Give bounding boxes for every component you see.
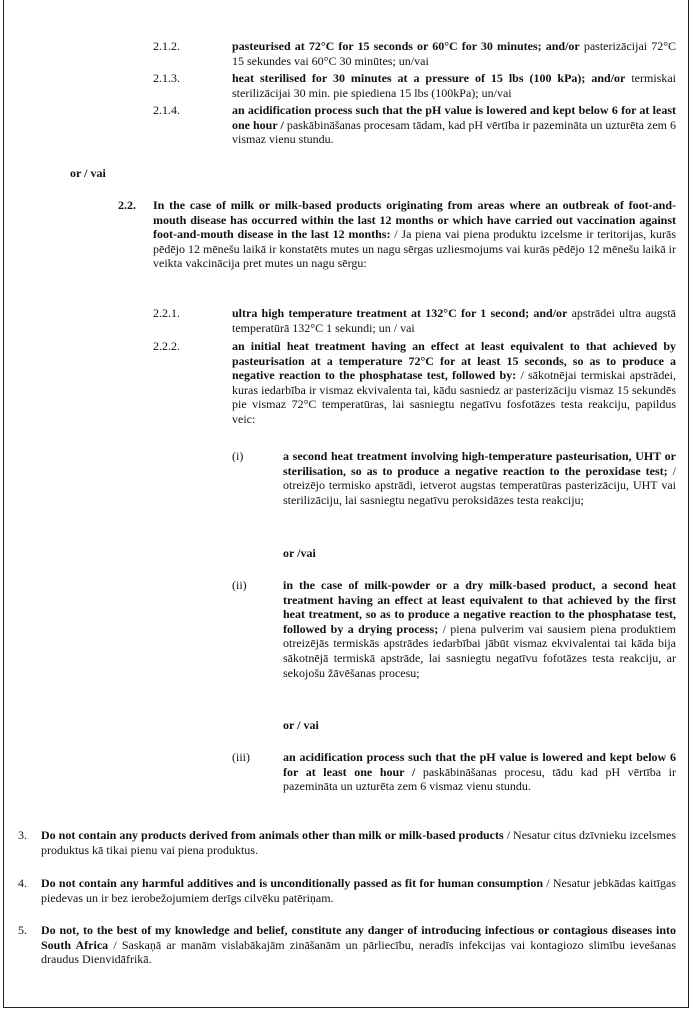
clause-text-lv: / Ja piena vai piena produktu izcelsme ir teritorijas, kurās pēdējo 12 mēnešu laikā ir konstatēts mutes un nagu sērgas uzliesmojums vai kurās pēdējo 12 mēnešu laikā ir veikta vakcinācija pret mutes un nagu sērgu:	[153, 227, 677, 271]
subclause-ii	[283, 578, 676, 680]
clause-text-lv: apstrādei ultra augstā temperatūrā 132°C 1 sekundi; un / vai	[232, 306, 677, 335]
item-number: 3.	[18, 828, 27, 842]
clause-2-1-4	[232, 103, 676, 147]
clause-text-lv: / Saskaņā ar manām vislabākajām zināšanām un pārliecību, neradīs infekcijas vai kontagiozo slimību ievešanas draudus Dienvidāfrikā.	[41, 937, 676, 967]
clause-text-en: pasteurised at 72°C for 15 seconds or 60°C for 30 minutes; and/or	[232, 39, 580, 53]
clause-text-lv: paskābināšanas procesu, tādu kad pH vērtība ir pazemināta un uzturēta zem 6 vismaz vienu stundu.	[283, 764, 677, 794]
subclause-number: (iii)	[232, 750, 250, 764]
or-separator: or /vai	[283, 546, 316, 560]
item-number: 5.	[18, 923, 27, 937]
clause-text-en: a second heat treatment involving high-temperature pasteurisation, UHT or sterilisation, so as to produce a negative reaction to the peroxidase test;	[283, 449, 676, 478]
item-3	[41, 828, 676, 857]
clause-text-en: heat sterilised for 30 minutes at a pressure of 15 lbs (100 kPa); and/or	[232, 71, 626, 85]
clause-number: 2.2.2.	[153, 339, 180, 353]
item-4	[41, 876, 676, 905]
clause-2-2	[153, 198, 676, 271]
clause-text-lv: paskābināšanas procesam tādam, kad pH vērtība ir pazemināta un uzturēta zem 6 vismaz vienu stundu.	[232, 117, 676, 147]
clause-text-lv: / Nesatur jebkādas kaitīgas piedevas un ir bez ierobežojumiem derīgs cilvēku patēriņam.	[41, 876, 676, 905]
clause-number: 2.1.4.	[153, 103, 180, 117]
clause-text-en: In the case of milk or milk-based products originating from areas where an outbreak of foot-and-mouth disease has occurred within the last 12 months or which have carried out vaccination against foot-and-mouth disease in the last 12 months:	[153, 198, 676, 242]
item-number: 4.	[18, 876, 27, 890]
clause-text-lv: termiskai sterilizācijai 30 min. pie spiediena 15 lbs (100kPa); un/vai	[232, 71, 676, 100]
clause-number: 2.1.3.	[153, 71, 180, 85]
clause-text-lv: / otreizējo termisko apstrādi, ietverot augstas temperatūras pasterizāciju, UHT vai sterilizāciju, lai sasniegtu negatīvu peroksidāzes testa reakciju;	[283, 463, 677, 507]
clause-text-lv: pasterizācijai 72°C 15 sekundes vai 60°C 30 minūtes; un/vai	[232, 39, 676, 68]
clause-text-en: Do not contain any harmful additives and is unconditionally passed as fit for human consumption	[41, 876, 544, 890]
item-5	[41, 923, 676, 967]
clause-2-1-2	[232, 39, 676, 68]
subclause-iii	[283, 750, 676, 794]
subclause-number: (ii)	[232, 578, 247, 592]
subclause-i	[283, 449, 676, 507]
subclause-number: (i)	[232, 449, 244, 463]
or-separator: or / vai	[70, 166, 106, 180]
clause-2-1-3	[232, 71, 676, 100]
clause-text-lv: / Nesatur citus dzīvnieku izcelsmes produktus kā tikai pienu vai piena produktus.	[41, 828, 676, 857]
clause-text-en: in the case of milk-powder or a dry milk-based product, a second heat treatment having an effect at least equivalent to that achieved by the first heat treatment, so as to produce a negative reaction to the phosphatase test, followed by a drying process;	[283, 578, 676, 636]
clause-2-2-1	[232, 306, 676, 335]
clause-text-lv: / piena pulverim vai sausiem piena produktiem otreizējās termiskās apstrādes iedarbībai jābūt vismaz ekvivalentai tai kāda bija sākotnējā termiskā apstrāde, lai sasniegtu negatīvu fofotāzes testa reakciju, ar sekojošu žāvēšanas procesu;	[283, 621, 676, 680]
clause-text-en: an acidification process such that the pH value is lowered and kept below 6 for at least one hour /	[283, 750, 676, 779]
clause-2-2-2	[232, 339, 676, 427]
clause-text-en: ultra high temperature treatment at 132°C for 1 second; and/or	[232, 306, 568, 320]
clause-number: 2.2.1.	[153, 306, 180, 320]
clause-text-en: Do not, to the best of my knowledge and belief, constitute any danger of introducing infectious or contagious diseases into South Africa	[41, 923, 676, 952]
clause-number: 2.2.	[118, 198, 136, 212]
clause-text-en: Do not contain any products derived from animals other than milk or milk-based products	[41, 828, 504, 842]
clause-text-lv: / sākotnējai termiskai apstrādei, kuras iedarbība ir vismaz ekvivalenta tai, kādu sasniedz ar pasterizāciju vismaz 15 sekundēs pie vismaz 72°C temperatūras, lai sasniegtu negatīvu fosfotāzes testa reakciju, papildus veic:	[232, 368, 677, 426]
or-separator: or / vai	[283, 718, 319, 732]
clause-text-en: an acidification process such that the pH value is lowered and kept below 6 for at least one hour /	[232, 103, 676, 132]
clause-number: 2.1.2.	[153, 39, 180, 53]
clause-text-en: an initial heat treatment having an effect at least equivalent to that achieved by pasteurisation at a temperature 72°C for at least 15 seconds, so as to produce a negative reaction to the phosphatase test, followed by:	[232, 339, 676, 383]
